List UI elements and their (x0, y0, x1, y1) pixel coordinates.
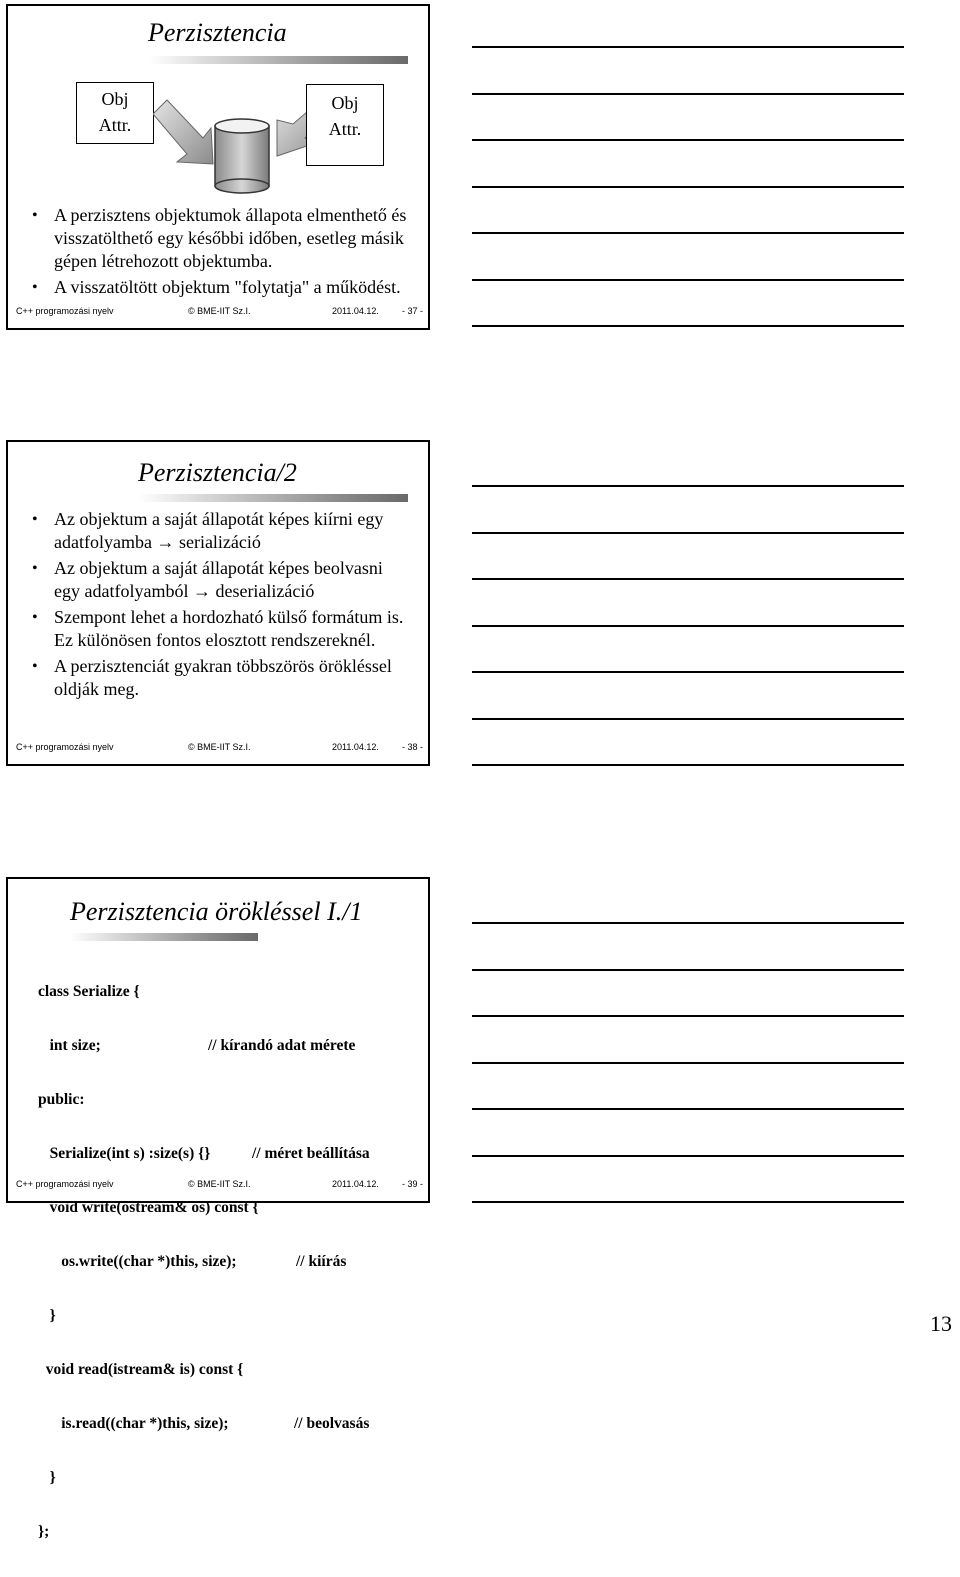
note-line (472, 232, 904, 234)
code-text: Serialize(int s) :size(s) {} (38, 1145, 211, 1162)
footer-copyright: © BME-IIT Sz.I. (188, 742, 251, 752)
save-arrow-icon (153, 100, 213, 164)
note-line (472, 532, 904, 534)
footer-date: 2011.04.12. (332, 742, 379, 752)
bullet-item: • A visszatöltött objektum "folytatja" a működést. (30, 276, 410, 299)
code-line (38, 1037, 356, 1055)
object-attr: Attr. (98, 115, 132, 135)
note-line (472, 718, 904, 720)
code-text: void read(istream& is) const { (38, 1361, 244, 1378)
code-comment: // méret beállítása (252, 1145, 370, 1162)
note-line (472, 186, 904, 188)
code-text: } (38, 1469, 56, 1486)
footer-page: - 38 - (402, 742, 424, 752)
note-line (472, 485, 904, 487)
code-text: void write(ostream& os) const { (38, 1199, 259, 1216)
database-cylinder-icon (215, 119, 269, 193)
note-line (472, 922, 904, 924)
code-line (38, 1199, 259, 1217)
slide-footer (16, 306, 424, 320)
code-line (38, 1253, 347, 1271)
footer-page: - 39 - (402, 1179, 424, 1189)
note-line (472, 671, 904, 673)
slide-title: Perzisztencia örökléssel I./1 (70, 897, 363, 926)
code-line (38, 983, 259, 1001)
note-line (472, 764, 904, 766)
object-attr: Attr. (328, 119, 362, 139)
note-line (472, 1062, 904, 1064)
slide-footer (16, 1179, 424, 1193)
footer-copyright: © BME-IIT Sz.I. (188, 1179, 251, 1189)
note-line (472, 279, 904, 281)
code-comment: // kiírás (296, 1253, 347, 1270)
footer-course: C++ programozási nyelv (16, 306, 114, 316)
bullet-item: • A perzisztens objektumok állapota elmenthető és visszatölthető egy későbbi időben, esetleg másik gépen létrehozott objektumba. (30, 204, 410, 273)
slide-37 (6, 4, 430, 330)
code-text: is.read((char *)this, size); (38, 1415, 229, 1432)
code-line (38, 1523, 259, 1541)
object-box-source (76, 82, 154, 144)
footer-copyright: © BME-IIT Sz.I. (188, 306, 251, 316)
code-comment: // kírandó adat mérete (208, 1037, 356, 1054)
object-label: Obj (101, 89, 129, 109)
code-text: class Serialize { (38, 983, 140, 1000)
note-line (472, 1108, 904, 1110)
slide-38 (6, 440, 430, 766)
code-line (38, 1307, 259, 1325)
slide-title: Perzisztencia (148, 18, 287, 47)
code-text: } (38, 1307, 56, 1324)
note-line (472, 969, 904, 971)
note-line (472, 325, 904, 327)
note-line (472, 139, 904, 141)
code-line (38, 1469, 259, 1487)
note-line (472, 625, 904, 627)
object-label: Obj (331, 93, 359, 113)
footer-date: 2011.04.12. (332, 1179, 379, 1189)
bullet-list (30, 508, 410, 704)
code-comment: // beolvasás (294, 1415, 370, 1432)
note-line (472, 93, 904, 95)
code-line (38, 1361, 259, 1379)
code-text: }; (38, 1523, 50, 1540)
bullet-item: • Szempont lehet a hordozható külső formátum is. Ez különösen fontos elosztott rendszereknél. (30, 606, 410, 652)
bullet-item: • Az objektum a saját állapotát képes kiírni egy adatfolyamba → serializáció (30, 508, 410, 554)
bullet-list (30, 204, 410, 302)
footer-page: - 37 - (402, 306, 424, 316)
code-text: int size; (38, 1037, 101, 1054)
note-line (472, 578, 904, 580)
code-line (38, 1145, 370, 1163)
object-box-target (306, 84, 384, 166)
code-line (38, 1415, 370, 1433)
code-line (38, 1091, 259, 1109)
footer-course: C++ programozási nyelv (16, 742, 114, 752)
code-text: public: (38, 1091, 85, 1108)
bullet-item: • Az objektum a saját állapotát képes beolvasni egy adatfolyamból → deserializáció (30, 557, 410, 603)
footer-course: C++ programozási nyelv (16, 1179, 114, 1189)
page-number: 13 (930, 1311, 952, 1336)
title-underline (138, 494, 408, 502)
bullet-item: • A perzisztenciát gyakran többszörös örökléssel oldják meg. (30, 655, 410, 701)
note-line (472, 1015, 904, 1017)
slide-title: Perzisztencia/2 (138, 458, 297, 487)
notes-area (472, 0, 904, 1341)
slide-39 (6, 877, 430, 1540)
title-underline (148, 56, 408, 64)
note-line (472, 1155, 904, 1157)
note-line (472, 46, 904, 48)
title-underline (70, 933, 258, 941)
note-line (472, 1201, 904, 1203)
code-text: os.write((char *)this, size); (38, 1253, 237, 1270)
footer-date: 2011.04.12. (332, 306, 379, 316)
slide-footer (16, 742, 424, 756)
